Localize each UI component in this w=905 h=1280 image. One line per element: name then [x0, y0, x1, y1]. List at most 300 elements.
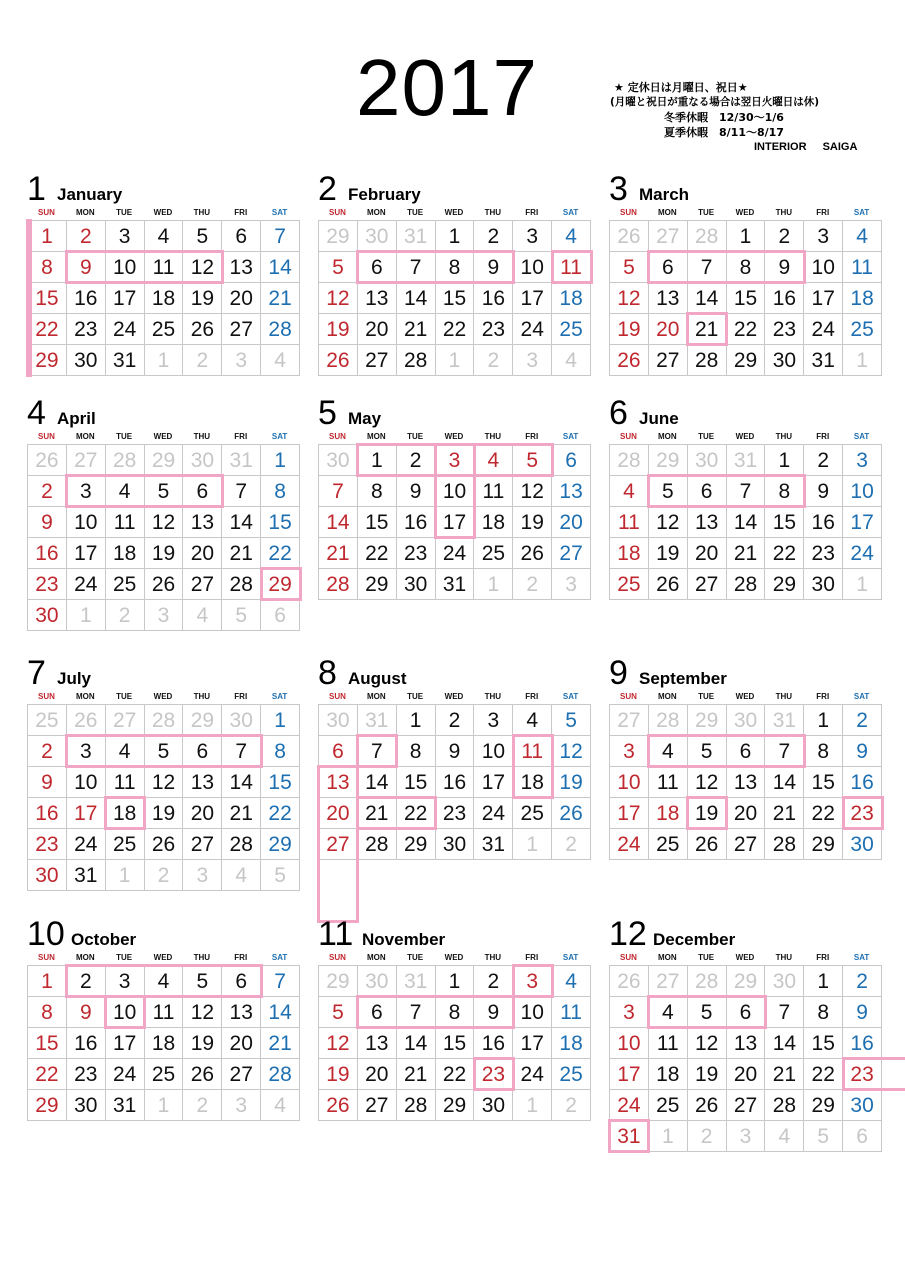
weekday-label: SAT: [853, 432, 870, 441]
week-row: [610, 345, 882, 376]
day-cell: 3: [436, 445, 475, 476]
next-month-day-cell: 6: [843, 1121, 882, 1152]
day-cell: 10: [513, 252, 552, 283]
weekday-label: FRI: [234, 953, 248, 962]
weekday-label: THU: [775, 692, 793, 701]
day-cell: 5: [319, 252, 358, 283]
day-cell: 30: [804, 569, 843, 600]
prev-month-day-cell: 28: [649, 705, 688, 736]
prev-month-day-cell: 28: [688, 966, 727, 997]
weekday-label: SAT: [271, 692, 288, 701]
weekday-label: TUE: [407, 692, 424, 701]
day-cell: 25: [145, 314, 184, 345]
prev-month-day-cell: 27: [106, 705, 145, 736]
day-cell: 21: [358, 798, 397, 829]
next-month-day-cell: 1: [843, 569, 882, 600]
day-cell: 10: [474, 736, 513, 767]
day-cell: 17: [474, 767, 513, 798]
day-cell: 7: [765, 736, 804, 767]
day-cell: 6: [358, 252, 397, 283]
day-cell: 20: [649, 314, 688, 345]
day-cell: 14: [319, 507, 358, 538]
day-cell: 7: [222, 736, 261, 767]
day-cell: 6: [552, 445, 591, 476]
weekday-label: WED: [735, 208, 755, 217]
weekday-label: MON: [657, 432, 677, 441]
day-cell: 30: [436, 829, 475, 860]
day-cell: 12: [688, 1028, 727, 1059]
day-cell: 16: [28, 538, 67, 569]
day-cell: 6: [358, 997, 397, 1028]
day-cell: 2: [397, 445, 436, 476]
week-row: [319, 1028, 591, 1059]
day-cell: 14: [397, 1028, 436, 1059]
day-cell: 27: [649, 345, 688, 376]
month-june: [609, 394, 881, 600]
weekday-label: THU: [775, 953, 793, 962]
day-cell: 27: [183, 829, 222, 860]
week-row: [610, 569, 882, 600]
day-cell: 7: [222, 476, 261, 507]
day-cell: 30: [843, 829, 882, 860]
weekday-label: SAT: [271, 432, 288, 441]
day-cell: 18: [649, 1059, 688, 1090]
weekday-label: SUN: [619, 208, 637, 217]
next-month-day-cell: 1: [474, 569, 513, 600]
day-cell: 11: [649, 767, 688, 798]
week-row: [28, 283, 300, 314]
day-cell: 12: [552, 736, 591, 767]
week-row: [610, 1028, 882, 1059]
day-cell: 26: [688, 1090, 727, 1121]
day-cell: 25: [649, 829, 688, 860]
day-cell: 12: [183, 252, 222, 283]
day-cell: 29: [358, 569, 397, 600]
day-cell: 4: [145, 966, 184, 997]
weekday-label: FRI: [234, 692, 248, 701]
month-number: 11: [318, 915, 354, 953]
day-cell: 24: [67, 829, 106, 860]
day-cell: 29: [28, 345, 67, 376]
day-cell: 26: [145, 829, 184, 860]
day-cell: 29: [804, 829, 843, 860]
day-cell: 27: [183, 569, 222, 600]
day-cell: 30: [765, 345, 804, 376]
day-cell: 9: [804, 476, 843, 507]
day-cell: 22: [804, 1059, 843, 1090]
day-cell: 10: [843, 476, 882, 507]
week-row: [28, 1090, 300, 1121]
week-row: [28, 314, 300, 345]
weekday-label: WED: [444, 432, 464, 441]
day-cell: 1: [261, 705, 300, 736]
month-april: [27, 394, 299, 631]
weekday-header: [609, 953, 881, 965]
month-header: [609, 170, 881, 206]
day-cell: 15: [397, 767, 436, 798]
next-month-day-cell: 5: [222, 600, 261, 631]
day-cell: 29: [765, 569, 804, 600]
month-name: December: [653, 930, 736, 949]
day-cell: 3: [513, 221, 552, 252]
day-cell: 1: [397, 705, 436, 736]
week-row: [610, 1059, 882, 1090]
month-may: [318, 394, 590, 600]
weekday-label: WED: [444, 953, 464, 962]
prev-month-day-cell: 27: [649, 221, 688, 252]
week-row: [319, 736, 591, 767]
day-cell: 13: [183, 507, 222, 538]
day-cell: 22: [436, 314, 475, 345]
weekday-label: MON: [366, 953, 386, 962]
day-cell: 1: [28, 221, 67, 252]
day-cell: 13: [649, 283, 688, 314]
day-cell: 23: [436, 798, 475, 829]
weekday-label: MON: [657, 953, 677, 962]
day-cell: 5: [610, 252, 649, 283]
next-month-day-cell: 3: [222, 345, 261, 376]
month-name: April: [57, 409, 96, 428]
day-cell: 1: [765, 445, 804, 476]
weekday-label: WED: [153, 953, 173, 962]
day-cell: 2: [804, 445, 843, 476]
month-november: [318, 915, 590, 1121]
day-cell: 7: [765, 997, 804, 1028]
day-cell: 20: [222, 1028, 261, 1059]
day-cell: 22: [727, 314, 766, 345]
day-cell: 14: [222, 507, 261, 538]
weekday-label: SUN: [619, 432, 637, 441]
week-row: [319, 345, 591, 376]
day-cell: 28: [261, 314, 300, 345]
day-cell: 4: [649, 736, 688, 767]
day-cell: 3: [106, 221, 145, 252]
day-cell: 11: [552, 252, 591, 283]
day-cell: 19: [513, 507, 552, 538]
day-cell: 29: [436, 1090, 475, 1121]
month-number: 4: [27, 394, 46, 432]
prev-month-day-cell: 30: [319, 705, 358, 736]
day-cell: 12: [649, 507, 688, 538]
day-cell: 14: [358, 767, 397, 798]
day-cell: 11: [513, 736, 552, 767]
day-cell: 13: [183, 767, 222, 798]
day-cell: 15: [28, 1028, 67, 1059]
day-cell: 3: [610, 997, 649, 1028]
weekday-label: MON: [75, 692, 95, 701]
day-cell: 21: [222, 538, 261, 569]
day-cell: 20: [552, 507, 591, 538]
prev-month-day-cell: 31: [358, 705, 397, 736]
day-cell: 9: [765, 252, 804, 283]
day-cell: 17: [106, 283, 145, 314]
weekday-label: MON: [75, 432, 95, 441]
weekday-label: THU: [775, 432, 793, 441]
day-cell: 28: [765, 1090, 804, 1121]
winter-vacation-note: 冬季休暇 12/30～1/6: [664, 111, 784, 124]
day-cell: 20: [183, 538, 222, 569]
day-cell: 11: [474, 476, 513, 507]
day-cell: 5: [183, 966, 222, 997]
next-month-day-cell: 4: [552, 345, 591, 376]
month-name: October: [71, 930, 137, 949]
day-cell: 9: [28, 507, 67, 538]
month-name: February: [348, 185, 421, 204]
day-cell: 8: [261, 736, 300, 767]
weekday-label: SUN: [37, 692, 55, 701]
day-cell: 22: [765, 538, 804, 569]
day-cell: 25: [145, 1059, 184, 1090]
day-cell: 25: [843, 314, 882, 345]
week-row: [28, 600, 300, 631]
day-cell: 14: [397, 283, 436, 314]
weekday-label: THU: [484, 953, 502, 962]
day-cell: 31: [106, 345, 145, 376]
day-cell: 19: [552, 767, 591, 798]
next-month-day-cell: 3: [552, 569, 591, 600]
day-cell: 1: [804, 966, 843, 997]
day-cell: 8: [436, 997, 475, 1028]
day-cell: 13: [358, 283, 397, 314]
month-september: [609, 654, 881, 860]
day-cell: 6: [183, 476, 222, 507]
day-cell: 28: [397, 1090, 436, 1121]
day-cell: 18: [552, 283, 591, 314]
day-cell: 12: [183, 997, 222, 1028]
month-name: August: [348, 669, 407, 688]
day-cell: 26: [688, 829, 727, 860]
day-cell: 28: [358, 829, 397, 860]
weekday-label: WED: [153, 208, 173, 217]
day-cell: 17: [106, 1028, 145, 1059]
day-cell: 15: [727, 283, 766, 314]
weekday-label: SUN: [328, 208, 346, 217]
weekday-label: SUN: [328, 692, 346, 701]
day-cell: 13: [222, 997, 261, 1028]
day-cell: 29: [397, 829, 436, 860]
day-cell: 24: [106, 314, 145, 345]
weekday-label: THU: [193, 692, 211, 701]
weekday-label: TUE: [407, 953, 424, 962]
month-number: 3: [609, 170, 628, 208]
day-cell: 9: [474, 997, 513, 1028]
day-cell: 6: [727, 736, 766, 767]
day-cell: 15: [804, 767, 843, 798]
day-cell: 31: [67, 860, 106, 891]
week-row: [319, 507, 591, 538]
day-cell: 4: [610, 476, 649, 507]
day-cell: 28: [261, 1059, 300, 1090]
day-cell: 23: [804, 538, 843, 569]
day-cell: 24: [474, 798, 513, 829]
next-month-day-cell: 1: [843, 345, 882, 376]
week-row: [610, 767, 882, 798]
next-month-day-cell: 5: [261, 860, 300, 891]
weekday-label: THU: [193, 953, 211, 962]
day-cell: 20: [358, 1059, 397, 1090]
day-cell: 4: [843, 221, 882, 252]
day-cell: 12: [688, 767, 727, 798]
day-cell: 3: [106, 966, 145, 997]
day-cell: 4: [552, 221, 591, 252]
day-cell: 15: [436, 283, 475, 314]
prev-month-day-cell: 30: [319, 445, 358, 476]
day-cell: 1: [727, 221, 766, 252]
day-cell: 1: [436, 966, 475, 997]
month-number: 9: [609, 654, 628, 692]
week-row: [610, 283, 882, 314]
week-row: [28, 1028, 300, 1059]
next-month-day-cell: 1: [513, 1090, 552, 1121]
next-month-day-cell: 3: [222, 1090, 261, 1121]
day-cell: 4: [145, 221, 184, 252]
prev-month-day-cell: 28: [688, 221, 727, 252]
day-cell: 15: [261, 767, 300, 798]
prev-month-day-cell: 30: [222, 705, 261, 736]
day-cell: 15: [28, 283, 67, 314]
next-month-day-cell: 4: [765, 1121, 804, 1152]
day-cell: 3: [843, 445, 882, 476]
weekday-label: WED: [735, 953, 755, 962]
week-row: [610, 507, 882, 538]
day-cell: 7: [688, 252, 727, 283]
day-cell: 7: [261, 966, 300, 997]
day-cell: 10: [610, 1028, 649, 1059]
day-cell: 7: [397, 252, 436, 283]
month-header: [27, 654, 299, 690]
week-row: [610, 997, 882, 1028]
day-cell: 12: [610, 283, 649, 314]
day-cell: 25: [513, 798, 552, 829]
day-cell: 17: [513, 1028, 552, 1059]
month-name: March: [639, 185, 690, 204]
calendar-year: 2017: [356, 43, 538, 132]
day-cell: 21: [319, 538, 358, 569]
regular-holiday-note: ★ 定休日は月曜日、祝日★: [614, 81, 748, 94]
week-row: [319, 767, 591, 798]
prev-month-day-cell: 30: [183, 445, 222, 476]
day-cell: 4: [106, 736, 145, 767]
day-cell: 1: [261, 445, 300, 476]
day-cell: 2: [67, 966, 106, 997]
day-cell: 15: [765, 507, 804, 538]
month-header: [27, 170, 299, 206]
day-cell: 25: [474, 538, 513, 569]
day-cell: 24: [106, 1059, 145, 1090]
weekday-header: [27, 432, 299, 444]
day-cell: 16: [67, 1028, 106, 1059]
day-cell: 13: [552, 476, 591, 507]
weekday-label: SUN: [37, 432, 55, 441]
day-cell: 26: [513, 538, 552, 569]
month-august: [318, 654, 590, 860]
month-grid: [318, 444, 591, 600]
day-cell: 23: [843, 1059, 882, 1090]
day-cell: 23: [28, 829, 67, 860]
month-name: November: [362, 930, 446, 949]
weekday-label: FRI: [525, 953, 539, 962]
day-cell: 3: [67, 736, 106, 767]
day-cell: 31: [106, 1090, 145, 1121]
weekday-label: MON: [75, 208, 95, 217]
day-cell: 3: [513, 966, 552, 997]
weekday-label: SAT: [853, 953, 870, 962]
day-cell: 29: [727, 345, 766, 376]
week-row: [28, 569, 300, 600]
day-cell: 4: [513, 705, 552, 736]
day-cell: 26: [145, 569, 184, 600]
prev-month-day-cell: 29: [688, 705, 727, 736]
month-number: 7: [27, 654, 46, 692]
weekday-label: FRI: [234, 208, 248, 217]
day-cell: 21: [727, 538, 766, 569]
weekday-label: FRI: [525, 432, 539, 441]
weekday-label: SUN: [328, 432, 346, 441]
day-cell: 12: [145, 767, 184, 798]
day-cell: 2: [765, 221, 804, 252]
weekday-label: TUE: [116, 208, 133, 217]
day-cell: 13: [222, 252, 261, 283]
day-cell: 7: [261, 221, 300, 252]
week-row: [319, 966, 591, 997]
day-cell: 23: [397, 538, 436, 569]
weekday-label: WED: [153, 432, 173, 441]
weekday-label: SAT: [271, 208, 288, 217]
day-cell: 20: [727, 798, 766, 829]
weekday-label: WED: [735, 432, 755, 441]
next-month-day-cell: 3: [727, 1121, 766, 1152]
day-cell: 16: [843, 1028, 882, 1059]
weekday-label: MON: [75, 953, 95, 962]
weekday-header: [27, 953, 299, 965]
day-cell: 14: [222, 767, 261, 798]
summer-vacation-note: 夏季休暇 8/11～8/17: [664, 126, 784, 139]
weekday-label: FRI: [816, 432, 830, 441]
day-cell: 18: [145, 1028, 184, 1059]
prev-month-day-cell: 26: [610, 966, 649, 997]
month-header: [318, 394, 590, 430]
day-cell: 6: [183, 736, 222, 767]
month-grid: [27, 704, 300, 891]
weekday-label: TUE: [698, 953, 715, 962]
day-cell: 22: [358, 538, 397, 569]
month-grid: [318, 220, 591, 376]
day-cell: 1: [804, 705, 843, 736]
day-cell: 1: [28, 966, 67, 997]
month-header: [27, 394, 299, 430]
prev-month-day-cell: 29: [319, 966, 358, 997]
day-cell: 13: [688, 507, 727, 538]
prev-month-day-cell: 27: [610, 705, 649, 736]
day-cell: 8: [28, 997, 67, 1028]
month-grid: [609, 220, 882, 376]
next-month-day-cell: 4: [261, 1090, 300, 1121]
day-cell: 8: [397, 736, 436, 767]
week-row: [28, 1059, 300, 1090]
day-cell: 23: [843, 798, 882, 829]
day-cell: 28: [222, 569, 261, 600]
day-cell: 11: [145, 997, 184, 1028]
month-number: 6: [609, 394, 628, 432]
day-cell: 7: [397, 997, 436, 1028]
next-month-day-cell: 1: [67, 600, 106, 631]
day-cell: 21: [261, 1028, 300, 1059]
day-cell: 31: [610, 1121, 649, 1152]
day-cell: 28: [222, 829, 261, 860]
weekday-label: TUE: [698, 432, 715, 441]
month-grid: [609, 704, 882, 860]
day-cell: 23: [474, 1059, 513, 1090]
